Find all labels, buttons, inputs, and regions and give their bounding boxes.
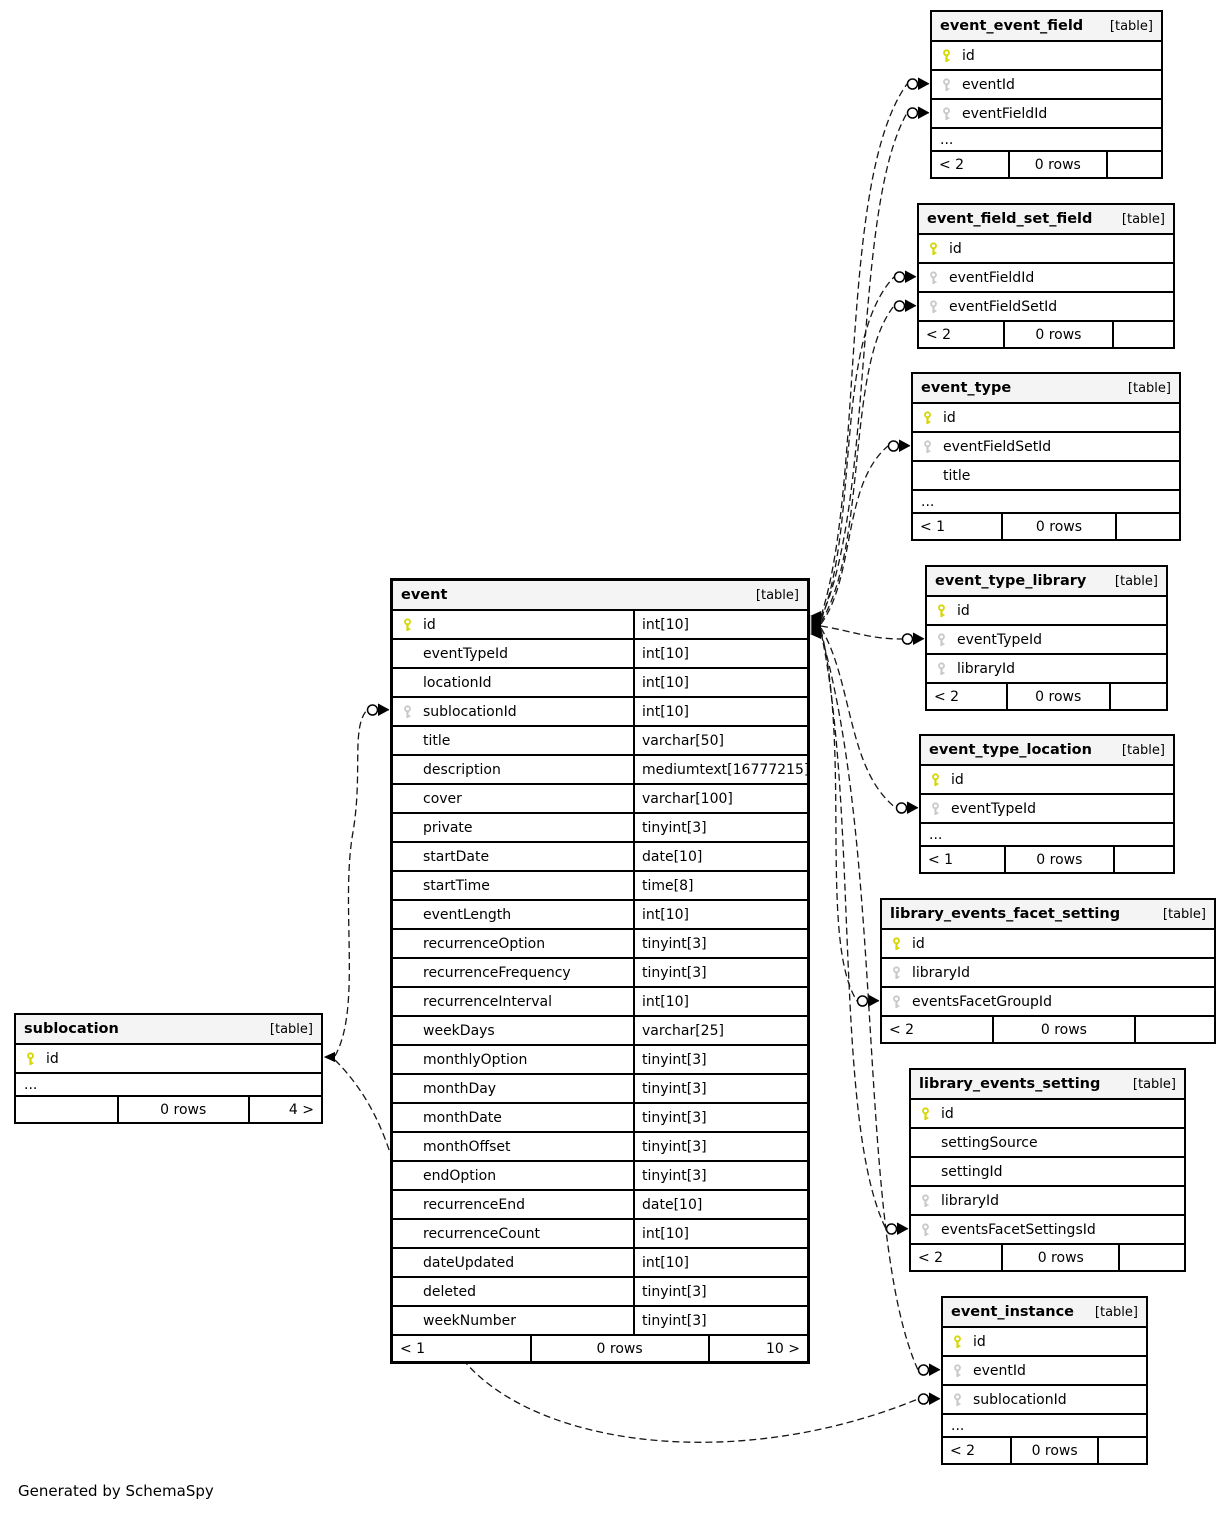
ellipsis-label: ... [951, 1417, 965, 1434]
column-name: id [973, 1333, 986, 1350]
column-name: startDate [423, 848, 490, 865]
parent-arrow-icon [810, 617, 821, 627]
crow-foot-icon [929, 1393, 940, 1405]
table-event_type_location [919, 734, 1175, 874]
footer-row-count: 0 rows [1001, 514, 1115, 539]
foreign-key-icon [927, 271, 940, 285]
parent-arrow-icon [810, 629, 821, 639]
column-row-eventTypeId [921, 795, 1173, 824]
parent-arrow-icon [810, 611, 821, 621]
table-header [921, 736, 1173, 766]
ellipsis-label: ... [940, 131, 954, 148]
footer-row-count: 0 rows [992, 1017, 1135, 1042]
column-name: dateUpdated [423, 1254, 515, 1271]
footer-row-count: 0 rows [1001, 1245, 1118, 1270]
table-tag: [table] [1121, 211, 1165, 227]
foreign-key-icon [935, 633, 948, 647]
footer-left-degree: < 1 [928, 851, 954, 868]
primary-key-icon [401, 618, 414, 632]
column-row-id [921, 766, 1173, 795]
column-name: deleted [423, 1283, 476, 1300]
column-row-libraryId [927, 655, 1166, 684]
footer-left-degree: < 1 [400, 1340, 426, 1357]
column-name: weekNumber [423, 1312, 517, 1329]
column-row-settingSource [911, 1129, 1184, 1158]
column-row-monthDate [393, 1104, 807, 1133]
column-row-recurrenceOption [393, 930, 807, 959]
column-name: eventId [962, 76, 1015, 93]
table-header [16, 1015, 321, 1045]
column-row-eventLength [393, 901, 807, 930]
column-row-eventFieldId [919, 264, 1173, 293]
ellipsis-label: ... [24, 1076, 38, 1093]
column-type: tinyint[3] [633, 814, 807, 841]
column-row-id [913, 404, 1179, 433]
column-row-recurrenceFrequency [393, 959, 807, 988]
table-header [927, 567, 1166, 597]
column-name: eventFieldSetId [949, 298, 1058, 315]
table-header [913, 374, 1179, 404]
column-type: int[10] [633, 611, 807, 638]
table-footer [921, 847, 1173, 872]
column-name: description [423, 761, 501, 778]
column-type: int[10] [633, 1220, 807, 1247]
footer-left-degree: < 2 [889, 1021, 915, 1038]
column-type: date[10] [633, 1191, 807, 1218]
column-type: tinyint[3] [633, 1307, 807, 1334]
column-row-eventsFacetSettingsId [911, 1216, 1184, 1245]
footer-row-count: 0 rows [530, 1336, 708, 1361]
primary-key-icon [940, 49, 953, 63]
footer-row-count: 0 rows [117, 1097, 248, 1122]
column-name: private [423, 819, 473, 836]
table-footer [927, 684, 1166, 709]
column-row-cover [393, 785, 807, 814]
foreign-key-icon [921, 440, 934, 454]
crow-foot-icon [918, 78, 929, 90]
column-type: int[10] [633, 640, 807, 667]
hidden-columns-row [16, 1074, 321, 1097]
crow-foot-icon [897, 1223, 908, 1235]
column-name: cover [423, 790, 462, 807]
parent-arrow-icon [810, 623, 821, 633]
footer-right-degree [1115, 514, 1179, 539]
parent-arrow-icon [810, 627, 821, 637]
zero-or-many-circle-icon [908, 79, 918, 89]
primary-key-icon [935, 604, 948, 618]
primary-key-icon [890, 937, 903, 951]
table-header [882, 900, 1214, 930]
column-row-id [919, 235, 1173, 264]
footer-right-degree [1118, 1245, 1184, 1270]
column-name: endOption [423, 1167, 497, 1184]
column-row-monthOffset [393, 1133, 807, 1162]
footer-left-degree: < 2 [926, 326, 952, 343]
column-type: int[10] [633, 1249, 807, 1276]
foreign-key-icon [401, 705, 414, 719]
table-header [932, 12, 1161, 42]
column-name: recurrenceOption [423, 935, 546, 952]
table-tag: [table] [1132, 1076, 1176, 1092]
column-row-libraryId [882, 959, 1214, 988]
column-row-eventFieldSetId [913, 433, 1179, 462]
column-row-settingId [911, 1158, 1184, 1187]
footer-row-count: 0 rows [1008, 152, 1106, 177]
relationship-edge [324, 704, 389, 1062]
hidden-columns-row [932, 129, 1161, 152]
column-row-title [913, 462, 1179, 491]
column-name: recurrenceFrequency [423, 964, 571, 981]
column-name: sublocationId [423, 703, 517, 720]
table-event_type [911, 372, 1181, 541]
foreign-key-icon [919, 1194, 932, 1208]
column-name: eventFieldSetId [943, 438, 1052, 455]
parent-arrow-icon [810, 621, 821, 631]
column-type: varchar[50] [633, 727, 807, 754]
table-sublocation [14, 1013, 323, 1124]
table-library_events_setting [909, 1068, 1186, 1272]
column-name: eventTypeId [951, 800, 1037, 817]
column-name: startTime [423, 877, 490, 894]
relationship-edge [810, 440, 910, 629]
table-tag: [table] [755, 587, 799, 603]
crow-foot-icon [899, 440, 910, 452]
column-type: int[10] [633, 901, 807, 928]
column-name: eventTypeId [957, 631, 1043, 648]
table-name[interactable]: event_event_field [940, 18, 1084, 34]
column-row-eventId [943, 1357, 1146, 1386]
table-name[interactable]: event_type [921, 380, 1012, 396]
column-row-id [932, 42, 1161, 71]
table-name[interactable]: library_events_facet_setting [890, 906, 1121, 922]
zero-or-many-circle-icon [858, 996, 868, 1006]
column-name: eventLength [423, 906, 512, 923]
foreign-key-icon [940, 107, 953, 121]
crow-foot-icon [868, 995, 879, 1007]
column-row-sublocationId [393, 698, 807, 727]
column-row-eventFieldId [932, 100, 1161, 129]
column-name: monthOffset [423, 1138, 511, 1155]
relationship-edge [810, 107, 929, 623]
foreign-key-icon [951, 1364, 964, 1378]
column-row-recurrenceCount [393, 1220, 807, 1249]
foreign-key-icon [890, 966, 903, 980]
footer-right-degree: 10 > [708, 1336, 807, 1361]
parent-arrow-icon [810, 619, 821, 629]
table-name[interactable]: event_type_library [935, 573, 1087, 589]
crow-foot-icon [929, 1364, 940, 1376]
zero-or-many-circle-icon [903, 634, 913, 644]
column-name: id [943, 409, 956, 426]
column-row-endOption [393, 1162, 807, 1191]
column-name: libraryId [957, 660, 1016, 677]
column-name: monthlyOption [423, 1051, 528, 1068]
column-name: weekDays [423, 1022, 495, 1039]
footer-left-degree: < 1 [920, 518, 946, 535]
column-name: title [423, 732, 451, 749]
footer-left-degree: < 2 [918, 1249, 944, 1266]
zero-or-many-circle-icon [897, 803, 907, 813]
column-row-eventTypeId [393, 640, 807, 669]
foreign-key-icon [951, 1393, 964, 1407]
column-name: eventsFacetGroupId [912, 993, 1052, 1010]
column-name: eventTypeId [423, 645, 509, 662]
footer-right-degree [1112, 322, 1173, 347]
hidden-columns-row [913, 491, 1179, 514]
parent-arrow-icon [810, 613, 821, 623]
footer-row-count: 0 rows [1003, 322, 1112, 347]
column-type: tinyint[3] [633, 1162, 807, 1189]
column-row-startTime [393, 872, 807, 901]
footer-right-degree [1106, 152, 1161, 177]
column-row-title [393, 727, 807, 756]
column-row-id [943, 1328, 1146, 1357]
column-row-eventsFacetGroupId [882, 988, 1214, 1017]
column-name: recurrenceInterval [423, 993, 553, 1010]
column-type: date[10] [633, 843, 807, 870]
column-row-eventTypeId [927, 626, 1166, 655]
column-type: varchar[100] [633, 785, 807, 812]
foreign-key-icon [927, 300, 940, 314]
column-row-id [16, 1045, 321, 1074]
footer-left-degree: < 2 [950, 1442, 976, 1459]
foreign-key-icon [940, 78, 953, 92]
zero-or-many-circle-icon [368, 705, 378, 715]
column-name: id [951, 771, 964, 788]
column-row-eventId [932, 71, 1161, 100]
foreign-key-icon [929, 802, 942, 816]
crow-foot-icon [905, 271, 916, 283]
parent-arrow-icon [810, 615, 821, 625]
ellipsis-label: ... [921, 493, 935, 510]
column-name: recurrenceCount [423, 1225, 540, 1242]
table-event_field_set_field [917, 203, 1175, 349]
table-footer [919, 322, 1173, 347]
table-header [911, 1070, 1184, 1100]
primary-key-icon [24, 1052, 37, 1066]
foreign-key-icon [935, 662, 948, 676]
column-name: id [957, 602, 970, 619]
foreign-key-icon [890, 995, 903, 1009]
table-tag: [table] [1109, 18, 1153, 34]
column-type: tinyint[3] [633, 959, 807, 986]
relationship-edge [810, 625, 879, 1007]
primary-key-icon [919, 1107, 932, 1121]
column-name: recurrenceEnd [423, 1196, 525, 1213]
generator-credit: Generated by SchemaSpy [18, 1482, 214, 1500]
column-name: locationId [423, 674, 492, 691]
table-footer [393, 1336, 807, 1361]
footer-row-count: 0 rows [1004, 847, 1112, 872]
table-header [943, 1298, 1146, 1328]
column-name: monthDate [423, 1109, 502, 1126]
relationship-edge [810, 271, 916, 625]
column-row-deleted [393, 1278, 807, 1307]
column-name: libraryId [941, 1192, 1000, 1209]
footer-left-degree: < 2 [939, 156, 965, 173]
ellipsis-label: ... [929, 826, 943, 843]
column-type: int[10] [633, 988, 807, 1015]
footer-right-degree [1134, 1017, 1214, 1042]
column-row-eventFieldSetId [919, 293, 1173, 322]
zero-or-many-circle-icon [889, 441, 899, 451]
footer-right-degree [1097, 1438, 1146, 1463]
footer-row-count: 0 rows [1010, 1438, 1097, 1463]
table-footer [16, 1097, 321, 1122]
zero-or-many-circle-icon [908, 108, 918, 118]
table-event_instance [941, 1296, 1148, 1465]
column-name: settingSource [941, 1134, 1038, 1151]
column-row-weekDays [393, 1017, 807, 1046]
crow-foot-icon [913, 633, 924, 645]
foreign-key-icon [919, 1223, 932, 1237]
table-event_type_library [925, 565, 1168, 711]
column-row-monthlyOption [393, 1046, 807, 1075]
table-footer [932, 152, 1161, 177]
footer-right-degree [1113, 847, 1173, 872]
crow-foot-icon [378, 704, 389, 716]
table-name[interactable]: event [401, 587, 448, 603]
relationship-edge [810, 623, 918, 814]
zero-or-many-circle-icon [919, 1365, 929, 1375]
column-type: tinyint[3] [633, 930, 807, 957]
table-tag: [table] [1121, 742, 1165, 758]
table-name[interactable]: event_field_set_field [927, 211, 1093, 227]
zero-or-many-circle-icon [919, 1394, 929, 1404]
footer-row-count: 0 rows [1006, 684, 1109, 709]
column-name: eventFieldId [949, 269, 1035, 286]
table-header [393, 581, 807, 611]
table-name[interactable]: library_events_setting [919, 1076, 1101, 1092]
hidden-columns-row [921, 824, 1173, 847]
column-name: id [941, 1105, 954, 1122]
column-row-id [927, 597, 1166, 626]
column-name: id [46, 1050, 59, 1067]
table-footer [911, 1245, 1184, 1270]
column-name: eventsFacetSettingsId [941, 1221, 1096, 1238]
column-type: int[10] [633, 669, 807, 696]
column-row-libraryId [911, 1187, 1184, 1216]
footer-left-degree: < 2 [934, 688, 960, 705]
column-row-sublocationId [943, 1386, 1146, 1415]
column-type: mediumtext[16777215] [633, 756, 807, 783]
table-tag: [table] [1114, 573, 1158, 589]
hidden-columns-row [943, 1415, 1146, 1438]
column-row-description [393, 756, 810, 785]
column-row-monthDay [393, 1075, 807, 1104]
crow-foot-icon [907, 802, 918, 814]
column-row-recurrenceEnd [393, 1191, 807, 1220]
column-name: id [912, 935, 925, 952]
crow-foot-icon [918, 107, 929, 119]
column-row-startDate [393, 843, 807, 872]
table-header [919, 205, 1173, 235]
table-footer [943, 1438, 1146, 1463]
footer-right-degree [1109, 684, 1166, 709]
column-row-id [911, 1100, 1184, 1129]
column-type: int[10] [633, 698, 807, 725]
table-tag: [table] [1094, 1304, 1138, 1320]
column-type: tinyint[3] [633, 1104, 807, 1131]
column-name: id [423, 616, 436, 633]
column-name: settingId [941, 1163, 1003, 1180]
column-name: title [943, 467, 971, 484]
column-row-id [393, 611, 807, 640]
column-row-recurrenceInterval [393, 988, 807, 1017]
table-tag: [table] [1162, 906, 1206, 922]
footer-right-degree: 4 > [248, 1097, 321, 1122]
footer-left-degree [16, 1097, 117, 1122]
column-type: tinyint[3] [633, 1278, 807, 1305]
column-type: varchar[25] [633, 1017, 807, 1044]
table-library_events_facet_setting [880, 898, 1216, 1044]
relationship-edge [810, 300, 916, 627]
table-name[interactable]: sublocation [24, 1021, 119, 1037]
column-name: sublocationId [973, 1391, 1067, 1408]
column-row-id [882, 930, 1214, 959]
parent-arrow-icon [324, 1052, 335, 1062]
table-tag: [table] [269, 1021, 313, 1037]
column-row-dateUpdated [393, 1249, 807, 1278]
column-name: id [949, 240, 962, 257]
zero-or-many-circle-icon [895, 301, 905, 311]
crow-foot-icon [905, 300, 916, 312]
column-type: time[8] [633, 872, 807, 899]
primary-key-icon [927, 242, 940, 256]
table-name[interactable]: event_type_location [929, 742, 1092, 758]
relationship-edge [810, 621, 924, 645]
zero-or-many-circle-icon [895, 272, 905, 282]
column-name: libraryId [912, 964, 971, 981]
parent-arrow-icon [324, 1052, 335, 1062]
zero-or-many-circle-icon [887, 1224, 897, 1234]
column-type: tinyint[3] [633, 1075, 807, 1102]
column-name: monthDay [423, 1080, 497, 1097]
column-name: id [962, 47, 975, 64]
table-event_event_field [930, 10, 1163, 179]
table-footer [882, 1017, 1214, 1042]
column-row-private [393, 814, 807, 843]
column-row-weekNumber [393, 1307, 807, 1336]
column-row-locationId [393, 669, 807, 698]
table-event [390, 578, 810, 1364]
column-name: eventId [973, 1362, 1026, 1379]
parent-arrow-icon [810, 625, 821, 635]
column-type: tinyint[3] [633, 1046, 807, 1073]
primary-key-icon [951, 1335, 964, 1349]
table-footer [913, 514, 1179, 539]
primary-key-icon [929, 773, 942, 787]
table-name[interactable]: event_instance [951, 1304, 1075, 1320]
primary-key-icon [921, 411, 934, 425]
column-type: tinyint[3] [633, 1133, 807, 1160]
table-tag: [table] [1127, 380, 1171, 396]
column-name: eventFieldId [962, 105, 1048, 122]
